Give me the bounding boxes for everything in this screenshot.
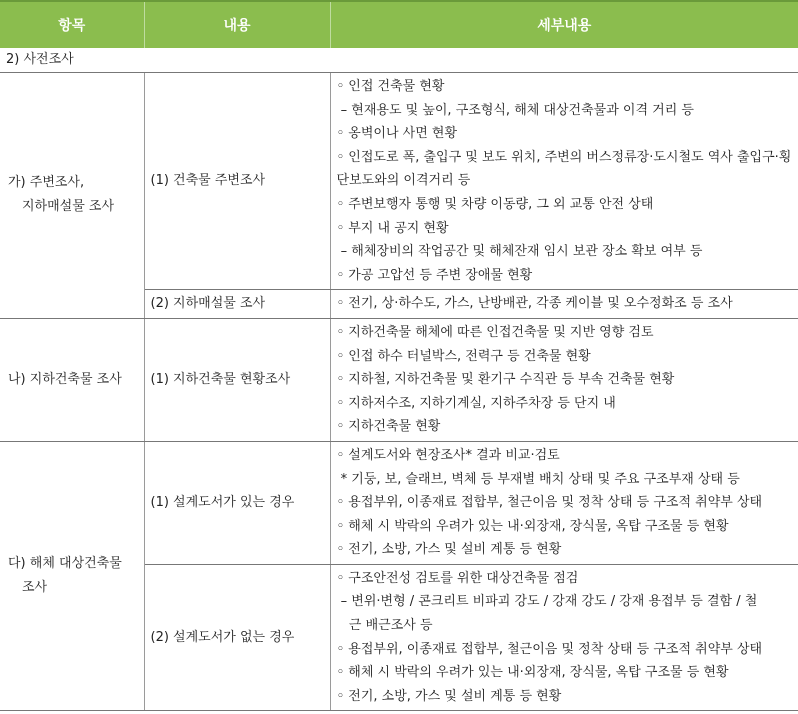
detail-line: ◦ 지하건축물 현황 <box>336 419 441 435</box>
detail-line: ◦ 부지 내 공지 현황 <box>336 220 449 236</box>
detail-line: ◦ 전기, 소방, 가스 및 설비 계통 등 현황 <box>336 688 562 704</box>
header-content: 내용 <box>144 1 330 48</box>
category-cell <box>0 318 144 441</box>
detail-line: ◦ 해체 시 박락의 우려가 있는 내·외장재, 장식물, 옥탑 구조물 등 현황 <box>336 665 729 681</box>
detail-line: ◦ 설계도서와 현장조사* 결과 비교·검토 <box>336 447 560 463</box>
detail-line: ◦ 옹벽이나 사면 현황 <box>336 126 458 142</box>
detail-line: ◦ 전기, 상·하수도, 가스, 난방배관, 각종 케이블 및 오수정화조 등 조사 <box>336 296 733 312</box>
detail-line: ◦ 용접부위, 이종재료 접합부, 철근이음 및 정착 상태 등 구조적 취약부 상태 <box>336 495 763 511</box>
detail-line: – 해체장비의 작업공간 및 해체잔재 임시 보관 장소 확보 여부 등 <box>336 244 703 260</box>
detail-line: ◦ 인접 하수 터널박스, 전력구 등 건축물 현황 <box>336 348 591 364</box>
detail-line: ◦ 가공 고압선 등 주변 장애물 현황 <box>336 267 533 283</box>
details-cell <box>330 73 798 290</box>
detail-line: ◦ 해체 시 박락의 우려가 있는 내·외장재, 장식물, 옥탑 구조물 등 현황 <box>336 518 729 534</box>
subcategory-cell: (2) 설계도서가 없는 경우 <box>144 564 330 711</box>
subcategory-cell: (2) 지하매설물 조사 <box>144 290 330 319</box>
detail-line: ◦ 용접부위, 이종재료 접합부, 철근이음 및 정착 상태 등 구조적 취약부 상태 <box>336 641 763 657</box>
detail-line: ◦ 인접도로 폭, 출입구 및 보도 위치, 주변의 버스정류장·도시철도 역사 출입구·횡 <box>336 149 792 165</box>
details-cell <box>330 290 798 319</box>
detail-line: ◦ 인접 건축물 현황 <box>336 79 445 94</box>
category-label: 가) 주변조사, <box>8 175 85 191</box>
detail-line: * 기둥, 보, 슬래브, 벽체 등 부재별 배치 상태 및 주요 구조부재 상태 등 <box>336 471 740 487</box>
subcategory-cell: (1) 설계도서가 있는 경우 <box>144 441 330 564</box>
subcategory-cell: (1) 건축물 주변조사 <box>144 73 330 290</box>
detail-line: ◦ 주변보행자 통행 및 차량 이동량, 그 외 교통 안전 상태 <box>336 196 654 212</box>
details-cell <box>330 318 798 441</box>
header-category: 항목 <box>0 1 144 48</box>
category-label: 다) 해체 대상건축물 <box>8 556 122 572</box>
detail-line: 근 배근조사 등 <box>336 618 433 634</box>
table-row <box>0 441 798 564</box>
detail-line: ◦ 전기, 소방, 가스 및 설비 계통 등 현황 <box>336 542 562 558</box>
subcategory-cell: (1) 지하건축물 현황조사 <box>144 318 330 441</box>
header-details: 세부내용 <box>330 1 798 48</box>
detail-line: ◦ 지하철, 지하건축물 및 환기구 수직관 등 부속 건축물 현황 <box>336 372 675 388</box>
section-row <box>0 48 798 73</box>
category-label: 조사 <box>22 580 48 596</box>
detail-line: – 변위·변형 / 콘크리트 비파괴 강도 / 강재 강도 / 강재 용접부 등 결함 / 철 <box>336 594 758 610</box>
detail-line: 단보도와의 이격거리 등 <box>336 173 471 189</box>
details-cell <box>330 564 798 711</box>
category-cell <box>0 441 144 711</box>
category-label: 지하매설물 조사 <box>22 199 115 215</box>
table-header-row <box>0 1 798 48</box>
category-cell <box>0 73 144 319</box>
detail-line: ◦ 지하저수조, 지하기계실, 지하주차장 등 단지 내 <box>336 395 616 411</box>
details-cell <box>330 441 798 564</box>
table-row <box>0 318 798 441</box>
section-title: 2) 사전조사 <box>0 48 798 73</box>
table-row <box>0 73 798 290</box>
detail-line: ◦ 지하건축물 해체에 따른 인접건축물 및 지반 영향 검토 <box>336 324 654 340</box>
category-label: 나) 지하건축물 조사 <box>8 371 122 387</box>
detail-line: – 현재용도 및 높이, 구조형식, 해체 대상건축물과 이격 거리 등 <box>336 102 694 118</box>
detail-line: ◦ 구조안전성 검토를 위한 대상건축물 점검 <box>336 570 579 586</box>
